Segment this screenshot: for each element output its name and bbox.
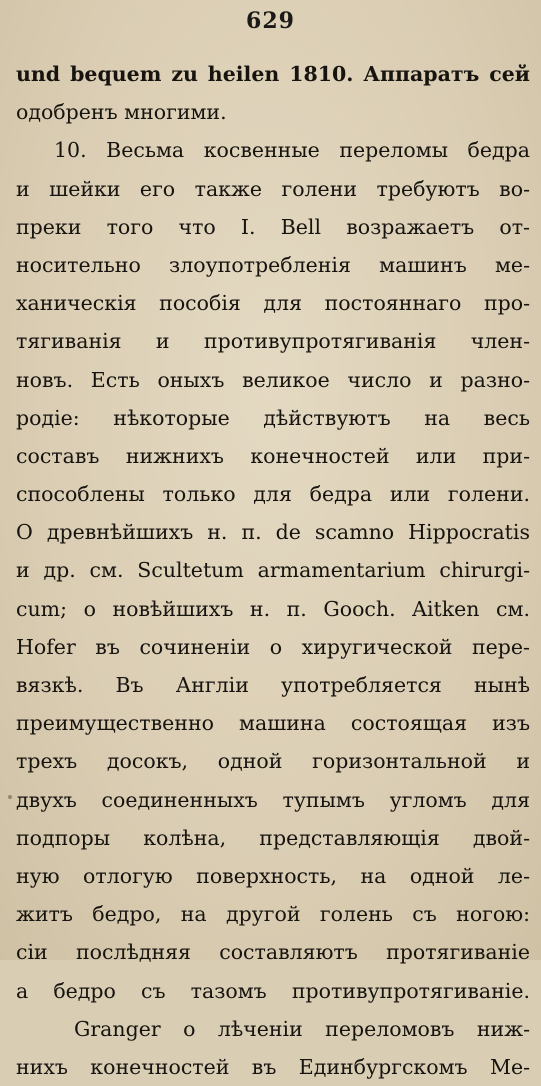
text-line: преимущественно машина состоящая изъ xyxy=(16,711,530,736)
text-line: одобренъ многими. xyxy=(16,100,227,125)
text-line: cum; о новѣйшихъ н. п. Gooch. Aitken см. xyxy=(16,596,530,621)
text-line: Hofer въ сочиненіи о хиругической пере- xyxy=(16,634,530,659)
text-line: новъ. Есть оныхъ великое число и разно- xyxy=(16,367,530,392)
text-line: двухъ соединенныхъ тупымъ угломъ для xyxy=(16,787,530,812)
text-line: сіи послѣдняя составляютъ протягиваніе xyxy=(16,940,530,965)
text-line: тягиванія и противупротягиванія член- xyxy=(16,329,530,354)
text-line: родіе: нѣкоторые дѣйствуютъ на весь xyxy=(16,405,530,430)
text-line: 10. Весьма косвенные переломы бедра xyxy=(54,138,530,163)
text-line: вязкѣ. Въ Англіи употребляется нынѣ xyxy=(16,673,530,697)
ink-spot xyxy=(8,795,12,799)
text-line: Granger о лѣченіи переломовъ ниж- xyxy=(74,1016,530,1041)
text-line: носительно злоупотребленія машинъ ме- xyxy=(16,252,530,277)
page-number: 629 xyxy=(246,8,295,34)
page-body-text xyxy=(16,55,530,1086)
text-line: житъ бедро, на другой голень съ ногою: xyxy=(16,902,530,927)
text-line: подпоры колѣна, представляющія двой- xyxy=(16,825,530,850)
text-line: ханическія пособія для постояннаго про- xyxy=(16,291,530,316)
text-line: трехъ досокъ, одной горизонтальной и xyxy=(16,749,530,774)
text-line: и шейки его также голени требуютъ во- xyxy=(16,176,530,201)
text-line: О древнѣйшихъ н. п. de scamno Hippocratis xyxy=(16,520,530,545)
text-line: ную отлогую поверхность, на одной ле- xyxy=(16,863,530,888)
text-line: и др. см. Scultetum armamentarium chirurgi- xyxy=(16,558,530,583)
text-line: а бедро съ тазомъ противупротягиваніе. xyxy=(16,978,530,1003)
text-line: составъ нижнихъ конечностей или при- xyxy=(16,443,530,468)
text-line: нихъ конечностей въ Единбургскомъ Ме- xyxy=(16,1054,530,1079)
text-line: способлены только для бедра или голени. xyxy=(16,482,530,507)
text-line: преки того что I. Bell возражаетъ от- xyxy=(16,214,530,239)
text-line: und bequem zu heilen 1810. Аппаратъ сей xyxy=(16,62,530,86)
